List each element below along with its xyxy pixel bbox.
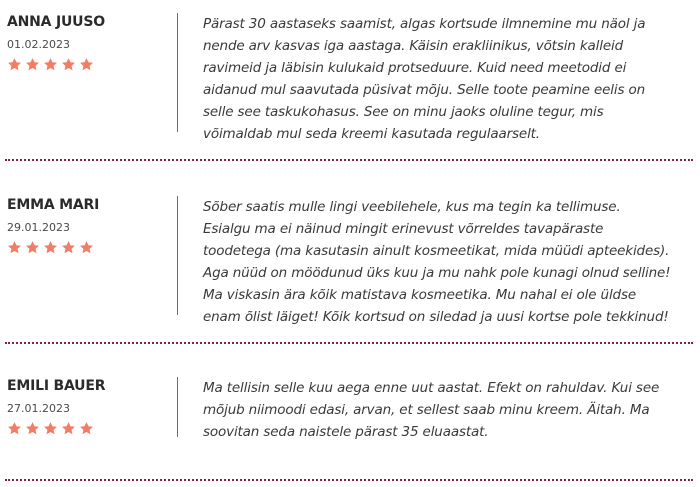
- review-date: 01.02.2023: [7, 38, 70, 51]
- star-icon: [79, 240, 94, 255]
- star-icon: [61, 57, 76, 72]
- vertical-separator: [177, 13, 178, 132]
- review-divider: [5, 159, 693, 161]
- reviewer-name: ANNA JUUSO: [7, 14, 105, 30]
- star-icon: [7, 57, 22, 72]
- vertical-separator: [177, 377, 178, 437]
- review-text: Sõber saatis mulle lingi veebilehele, kus ma tegin ka tellimuse. Esialgu ma ei näinud mingit erinevust võrreldes tavapäraste toodetega (ma kasutasin ainult kosmeetikat, mida müüdi apteekides). Aga nüüd on möödunud üks kuu ja mu nahk pole kunagi olnud selline! Ma viskasin ära kõik matistava kosmeetika. Mu nahal ei ole üldse enam õlist läiget! Kõik kortsud on siledad ja uusi kortse pole tekkinud!: [203, 199, 671, 325]
- review-text: Ma tellisin selle kuu aega enne uut aastat. Efekt on rahuldav. Kui see mõjub niimoodi edasi, arvan, et sellest saab minu kreem. Äitah. Ma soovitan seda naistele pärast 35 eluaastat.: [203, 380, 660, 440]
- review-divider: [5, 479, 693, 481]
- vertical-separator: [177, 196, 178, 315]
- star-icon: [25, 57, 40, 72]
- star-icon: [7, 240, 22, 255]
- review-divider: [5, 342, 693, 344]
- reviewer-name: EMMA MARI: [7, 197, 100, 213]
- star-icon: [61, 240, 76, 255]
- star-rating: [7, 421, 167, 436]
- star-icon: [79, 421, 94, 436]
- review-author-block: [7, 377, 167, 436]
- star-icon: [25, 240, 40, 255]
- reviewer-name: EMILI BAUER: [7, 378, 106, 394]
- star-icon: [25, 421, 40, 436]
- star-icon: [7, 421, 22, 436]
- review-date: 27.01.2023: [7, 402, 70, 415]
- star-icon: [43, 421, 58, 436]
- star-icon: [61, 421, 76, 436]
- star-rating: [7, 57, 167, 72]
- star-icon: [43, 57, 58, 72]
- star-rating: [7, 240, 167, 255]
- star-icon: [43, 240, 58, 255]
- star-icon: [79, 57, 94, 72]
- review-author-block: [7, 13, 167, 72]
- review-date: 29.01.2023: [7, 221, 70, 234]
- review-author-block: [7, 196, 167, 255]
- review-text: Pärast 30 aastaseks saamist, algas kortsude ilmnemine mu näol ja nende arv kasvas iga aastaga. Käisin erakliinikus, võtsin kalleid ravimeid ja läbisin kulukaid protseduure. Kuid need meetodid ei aidanud mul saavutada püsivat mõju. Selle toote peamine eelis on selle see taskukohasus. See on minu jaoks oluline tegur, mis võimaldab mul seda kreemi kasutada regulaarselt.: [203, 16, 646, 142]
